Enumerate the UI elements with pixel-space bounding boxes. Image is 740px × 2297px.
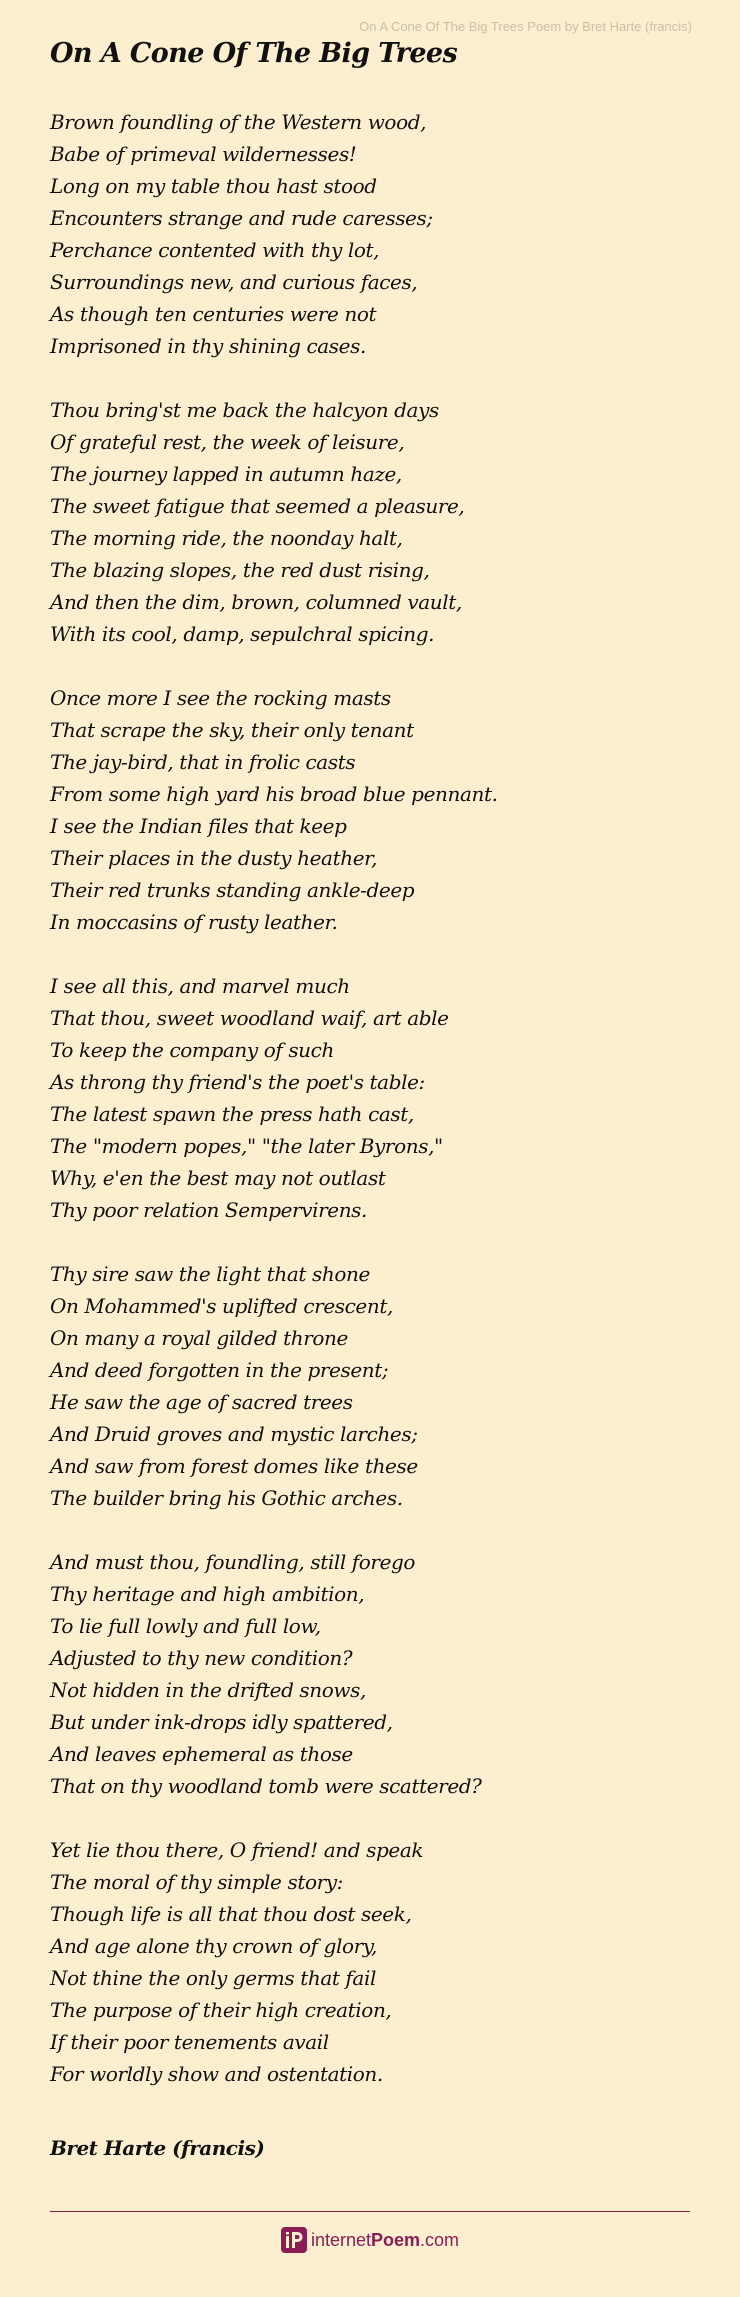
poem-line: With its cool, damp, sepulchral spicing. — [50, 622, 435, 646]
internetpoem-logo-icon — [281, 2227, 307, 2253]
poem-line: That on thy woodland tomb were scattered? — [50, 1774, 482, 1798]
poem-line: Encounters strange and rude caresses; — [50, 206, 433, 230]
poem-line: The "modern popes," "the later Byrons," — [50, 1134, 443, 1158]
poem-line: The jay-bird, that in frolic casts — [50, 750, 356, 774]
poem-line: Their places in the dusty heather, — [50, 846, 378, 870]
poem-line: And then the dim, brown, columned vault, — [50, 590, 462, 614]
poem-line: From some high yard his broad blue pennant. — [50, 782, 498, 806]
poem-line: But under ink-drops idly spattered, — [50, 1710, 393, 1734]
poem-line: To keep the company of such — [50, 1038, 334, 1062]
poem-line: The morning ride, the noonday halt, — [50, 526, 403, 550]
poem-line: Thou bring'st me back the halcyon days — [50, 398, 439, 422]
poem-line: Why, e'en the best may not outlast — [50, 1166, 386, 1190]
brand-prefix: internet — [310, 2229, 371, 2250]
poem-line: On many a royal gilded throne — [50, 1326, 348, 1350]
poem-line: The journey lapped in autumn haze, — [50, 462, 402, 486]
stanza — [50, 1258, 700, 1514]
poem-line: Thy sire saw the light that shone — [50, 1262, 370, 1286]
poem-line: Thy poor relation Sempervirens. — [50, 1198, 368, 1222]
poem-line: The moral of thy simple story: — [50, 1870, 343, 1894]
poem-line: Not hidden in the drifted snows, — [50, 1678, 366, 1702]
poem-line: Though life is all that thou dost seek, — [50, 1902, 412, 1926]
poem-line: Adjusted to thy new condition? — [50, 1646, 353, 1670]
poem-line: That scrape the sky, their only tenant — [50, 718, 414, 742]
poem-line: Not thine the only germs that fail — [50, 1966, 376, 1990]
poem-line: He saw the age of sacred trees — [50, 1390, 353, 1414]
poem-line: For worldly show and ostentation. — [50, 2062, 383, 2086]
stanza — [50, 1546, 700, 1802]
poem-body — [50, 106, 700, 2122]
poem-line: As though ten centuries were not — [50, 302, 377, 326]
poem-line: And Druid groves and mystic larches; — [50, 1422, 418, 1446]
poem-line: The sweet fatigue that seemed a pleasure, — [50, 494, 465, 518]
poem-line: Once more I see the rocking masts — [50, 686, 391, 710]
poem-title: On A Cone Of The Big Trees — [50, 38, 458, 69]
stanza — [50, 970, 700, 1226]
brand-name — [311, 2230, 459, 2251]
poem-line: And deed forgotten in the present; — [50, 1358, 389, 1382]
stanza — [50, 682, 700, 938]
poem-line: The latest spawn the press hath cast, — [50, 1102, 414, 1126]
stanza — [50, 106, 700, 362]
poem-line: If their poor tenements avail — [50, 2030, 329, 2054]
poem-line: That thou, sweet woodland waif, art able — [50, 1006, 449, 1030]
poem-line: In moccasins of rusty leather. — [50, 910, 338, 934]
poem-line: Brown foundling of the Western wood, — [50, 110, 427, 134]
poem-line: The blazing slopes, the red dust rising, — [50, 558, 430, 582]
brand-suffix: .com — [420, 2229, 460, 2250]
poem-line: Yet lie thou there, O friend! and speak — [50, 1838, 424, 1862]
poem-line: The purpose of their high creation, — [50, 1998, 392, 2022]
brand-main: Poem — [371, 2229, 421, 2250]
poem-line: Perchance contented with thy lot, — [50, 238, 380, 262]
poem-line: I see all this, and marvel much — [50, 974, 350, 998]
poem-line: As throng thy friend's the poet's table: — [50, 1070, 425, 1094]
poem-line: Long on my table thou hast stood — [50, 174, 377, 198]
poem-line: Babe of primeval wildernesses! — [50, 142, 357, 166]
poem-line: And age alone thy crown of glory, — [50, 1934, 377, 1958]
poem-line: Thy heritage and high ambition, — [50, 1582, 365, 1606]
poem-line: Imprisoned in thy shining cases. — [50, 334, 366, 358]
poem-line: To lie full lowly and full low, — [50, 1614, 321, 1638]
poem-line: And leaves ephemeral as those — [50, 1742, 353, 1766]
poem-author: Bret Harte (francis) — [50, 2136, 265, 2160]
poem-line: Surroundings new, and curious faces, — [50, 270, 418, 294]
poem-line: On Mohammed's uplifted crescent, — [50, 1294, 393, 1318]
footer-divider — [50, 2211, 690, 2212]
poem-line: And must thou, foundling, still forego — [50, 1550, 416, 1574]
stanza — [50, 1834, 700, 2090]
stanza — [50, 394, 700, 650]
poem-line: And saw from forest domes like these — [50, 1454, 418, 1478]
brand-link[interactable] — [0, 2224, 740, 2256]
poem-line: The builder bring his Gothic arches. — [50, 1486, 403, 1510]
poem-line: I see the Indian files that keep — [50, 814, 347, 838]
poem-line: Their red trunks standing ankle-deep — [50, 878, 415, 902]
poem-line: Of grateful rest, the week of leisure, — [50, 430, 405, 454]
header-credit: On A Cone Of The Big Trees Poem by Bret Harte (francis) — [359, 19, 692, 34]
